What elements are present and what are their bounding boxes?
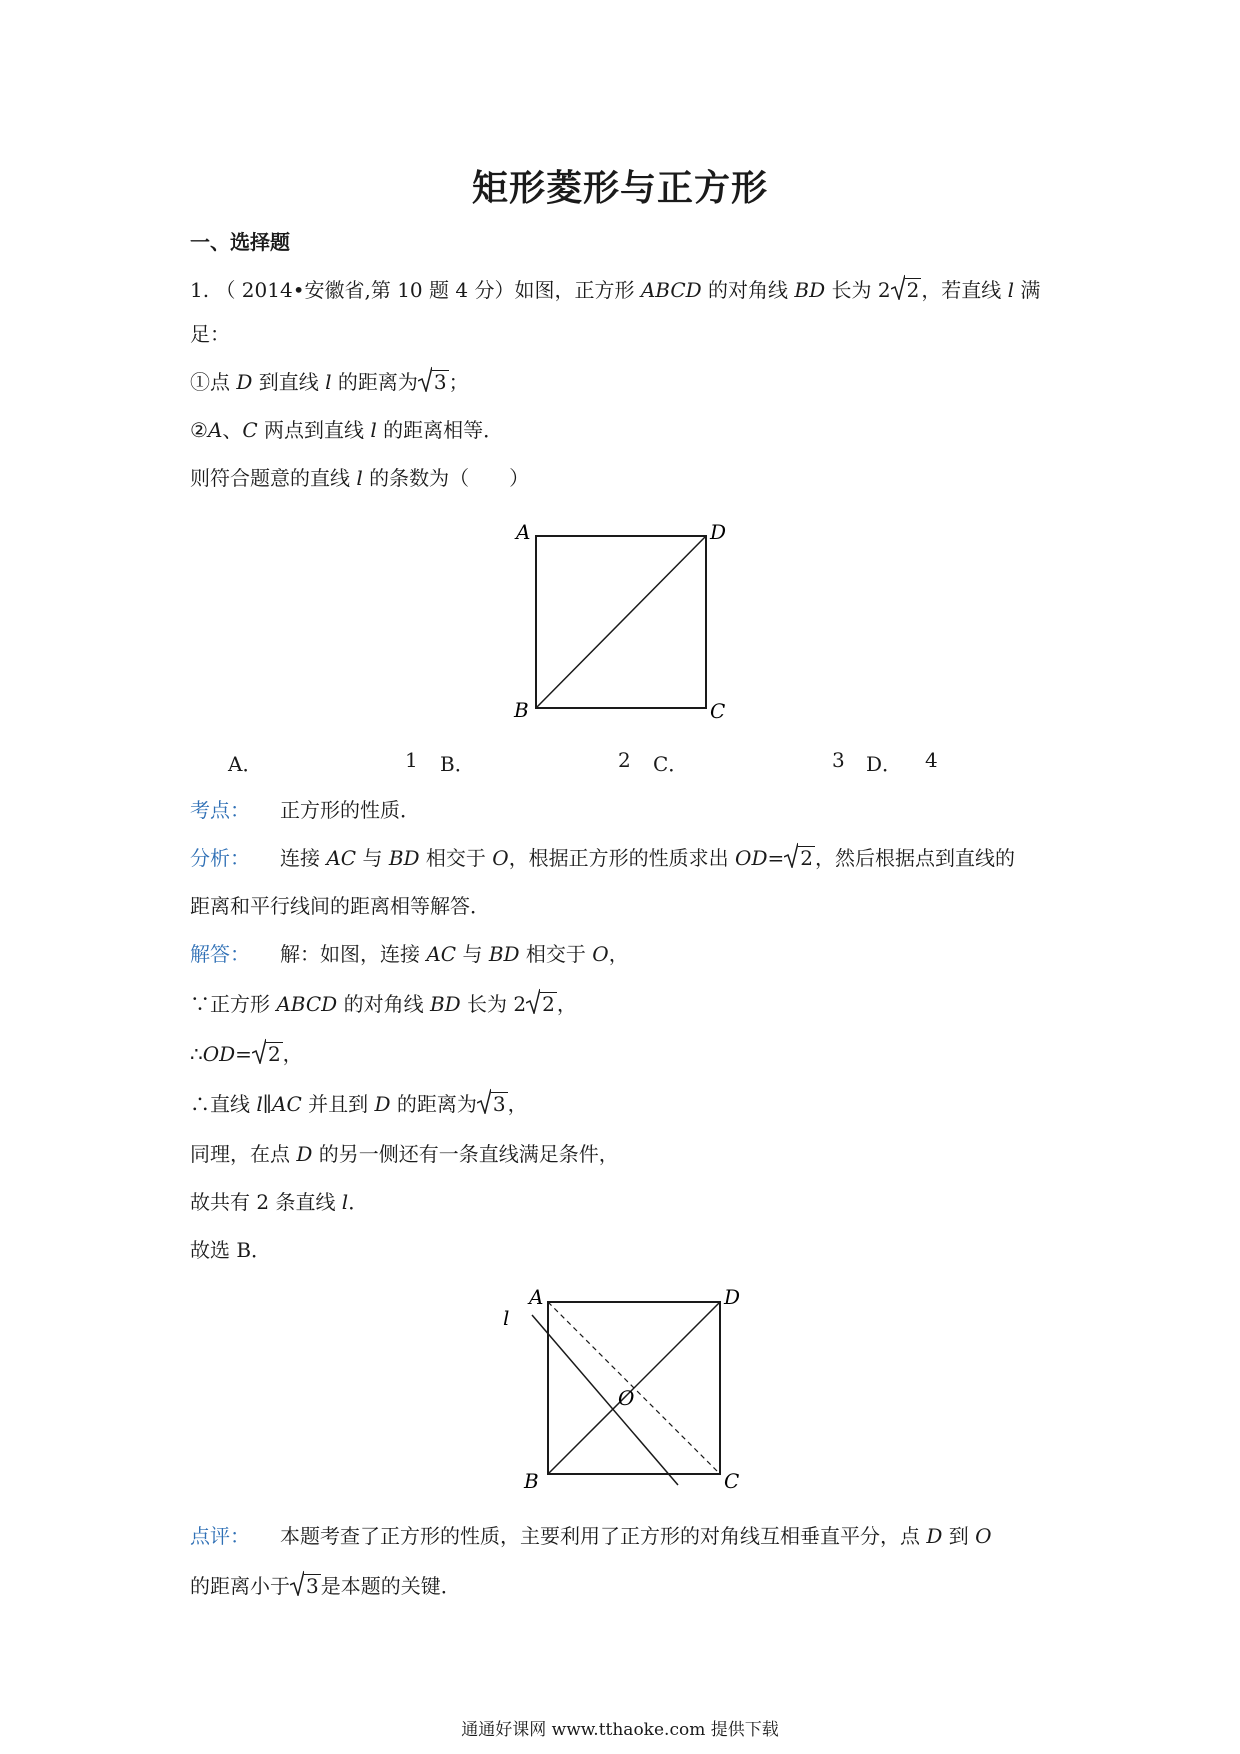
text: 与 xyxy=(456,942,489,966)
text: 的对角线 xyxy=(337,992,430,1016)
math-ac: AC xyxy=(272,1092,302,1116)
sqrt-3 xyxy=(477,1090,508,1118)
text: 相交于 xyxy=(519,942,593,966)
condition-1 xyxy=(190,368,469,396)
label-c: C xyxy=(710,699,726,723)
math-l: l xyxy=(325,370,332,394)
jieda-line-2 xyxy=(190,990,577,1018)
jieda-label: 解答： xyxy=(190,942,250,966)
text: ， xyxy=(507,1092,528,1116)
jieda-row xyxy=(190,940,629,968)
section-heading: 一、选择题 xyxy=(190,230,290,254)
text: ， xyxy=(556,992,577,1016)
text: ，根据正方形的性质求出 xyxy=(508,846,736,870)
math-l: l xyxy=(256,1092,263,1116)
math-a: A xyxy=(207,418,223,442)
label-b: B xyxy=(524,1469,539,1493)
sqrt-3 xyxy=(418,368,449,396)
dianping-line-2 xyxy=(190,1572,461,1600)
text: ，若直线 xyxy=(921,278,1008,302)
radical-sign-icon xyxy=(526,988,540,1014)
math-o: O xyxy=(492,846,509,870)
text: 两点到直线 xyxy=(257,418,371,442)
text: = xyxy=(767,846,785,870)
dianping-row xyxy=(190,1522,992,1550)
math-d: D xyxy=(374,1092,391,1116)
line-l xyxy=(532,1315,678,1485)
text: ， xyxy=(608,942,629,966)
sqrt-value: 2 xyxy=(267,1042,281,1066)
text: 解：如图，连接 xyxy=(280,942,427,966)
text: 相交于 xyxy=(419,846,493,870)
text: 到直线 xyxy=(252,370,326,394)
math-od: OD xyxy=(202,1042,236,1066)
label-d: D xyxy=(724,1285,741,1309)
radical-sign-icon xyxy=(290,1570,304,1596)
sqrt-value: 3 xyxy=(492,1092,506,1116)
math-bd: BD xyxy=(488,942,520,966)
text: 的条数为（ ） xyxy=(362,466,530,490)
option-d-value: 4 xyxy=(925,748,938,772)
text: 的距离小于 xyxy=(190,1574,290,1598)
diagonal-bd xyxy=(536,536,706,708)
sqrt-value: 2 xyxy=(906,278,920,302)
label-o: O xyxy=(618,1386,635,1410)
option-d-letter: D． xyxy=(866,752,903,776)
page-title: 矩形菱形与正方形 xyxy=(471,168,768,209)
text: 故共有 2 条直线 xyxy=(190,1190,342,1214)
sqrt-2 xyxy=(891,276,922,304)
sqrt-2 xyxy=(252,1040,283,1068)
option-a-letter: A． xyxy=(228,752,263,776)
text: ，然后根据点到直线的 xyxy=(814,846,1015,870)
option-b-letter: B． xyxy=(440,752,475,776)
text: 的对角线 xyxy=(701,278,795,302)
math-o: O xyxy=(592,942,609,966)
jieda-line-7: 故选 B． xyxy=(190,1238,272,1262)
text: ∵正方形 xyxy=(190,992,277,1016)
text: ∥ xyxy=(262,1092,273,1116)
sqrt-value: 3 xyxy=(433,370,447,394)
option-a-value: 1 xyxy=(405,748,418,772)
jieda-line-4 xyxy=(190,1090,528,1118)
text: ； xyxy=(448,370,469,394)
kaodian-text: 正方形的性质． xyxy=(280,798,420,822)
math-c: C xyxy=(242,418,258,442)
dianping-label: 点评： xyxy=(190,1524,250,1548)
text: 并且到 xyxy=(301,1092,375,1116)
figure-1-square xyxy=(500,515,740,730)
text: 的距离相等． xyxy=(376,418,504,442)
math-abcd: ABCD xyxy=(276,992,338,1016)
text: 与 xyxy=(356,846,389,870)
kaodian-label: 考点： xyxy=(190,798,250,822)
math-l: l xyxy=(341,1190,349,1214)
math-d: D xyxy=(296,1142,313,1166)
math-ac: AC xyxy=(426,942,457,966)
math-bd: BD xyxy=(794,278,826,302)
math-d: D xyxy=(236,370,253,394)
radical-sign-icon xyxy=(418,366,432,392)
fenxi-label: 分析： xyxy=(190,846,250,870)
text: 是本题的关键． xyxy=(320,1574,461,1598)
math-bd: BD xyxy=(388,846,420,870)
math-l: l xyxy=(356,466,363,490)
text: ∴直线 xyxy=(190,1092,257,1116)
text: 的距离为 xyxy=(331,370,418,394)
sqrt-2 xyxy=(784,844,815,872)
radical-sign-icon xyxy=(891,274,905,300)
math-d: D xyxy=(926,1524,943,1548)
math-od: OD xyxy=(735,846,768,870)
page-footer: 通通好课网 www.tthaoke.com 提供下载 xyxy=(461,1720,779,1740)
sqrt-value: 2 xyxy=(542,992,555,1016)
math-ac: AC xyxy=(326,846,357,870)
figure-2-square xyxy=(495,1280,755,1500)
option-b-value: 2 xyxy=(618,748,631,772)
text: 满 xyxy=(1014,278,1041,302)
jieda-line-5 xyxy=(190,1140,619,1168)
fenxi-row xyxy=(190,844,1015,872)
text: ①点 xyxy=(190,370,237,394)
jieda-line-3 xyxy=(190,1040,303,1068)
sqrt-value: 2 xyxy=(800,846,813,870)
text: 长为 2 xyxy=(825,278,891,302)
math-o: O xyxy=(975,1524,992,1548)
text: 本题考查了正方形的性质，主要利用了正方形的对角线互相垂直平分，点 xyxy=(280,1524,927,1548)
text: 长为 2 xyxy=(460,992,527,1016)
text: 则符合题意的直线 xyxy=(190,466,357,490)
label-a: A xyxy=(529,1285,544,1309)
label-c: C xyxy=(724,1469,740,1493)
text: 的距离为 xyxy=(390,1092,477,1116)
text: 连接 xyxy=(280,846,327,870)
sqrt-2 xyxy=(526,990,557,1018)
radical-sign-icon xyxy=(252,1038,266,1064)
question-line-1 xyxy=(190,276,1040,304)
text: ， xyxy=(282,1042,303,1066)
text: ． xyxy=(348,1190,369,1214)
label-a: A xyxy=(516,520,531,544)
text: 到 xyxy=(942,1524,976,1548)
kaodian-row xyxy=(190,796,420,824)
text: 的另一侧还有一条直线满足条件， xyxy=(312,1142,619,1166)
condition-2 xyxy=(190,416,503,444)
label-b: B xyxy=(514,698,529,722)
jieda-line-6 xyxy=(190,1188,368,1216)
math-bd: BD xyxy=(429,992,461,1016)
option-c-letter: C． xyxy=(653,752,689,776)
math-abcd: ABCD xyxy=(640,278,702,302)
sqrt-value: 3 xyxy=(306,1574,319,1598)
text: 同理，在点 xyxy=(190,1142,297,1166)
math-l: l xyxy=(1007,278,1015,302)
option-c-value: 3 xyxy=(832,748,845,772)
text: 、 xyxy=(222,418,243,442)
text: ② xyxy=(190,418,208,442)
math-l: l xyxy=(370,418,377,442)
sqrt-3 xyxy=(290,1572,321,1600)
question-ask xyxy=(190,464,529,492)
label-d: D xyxy=(710,520,727,544)
text: = xyxy=(235,1042,252,1066)
label-l: l xyxy=(503,1306,510,1330)
fenxi-line-2: 距离和平行线间的距离相等解答． xyxy=(190,894,490,918)
question-line-2: 足： xyxy=(190,322,230,346)
radical-sign-icon xyxy=(477,1088,491,1114)
text: ∴ xyxy=(190,1042,203,1066)
text: 1. （ 2014•安徽省,第 10 题 4 分）如图，正方形 xyxy=(190,278,641,302)
radical-sign-icon xyxy=(784,842,798,868)
